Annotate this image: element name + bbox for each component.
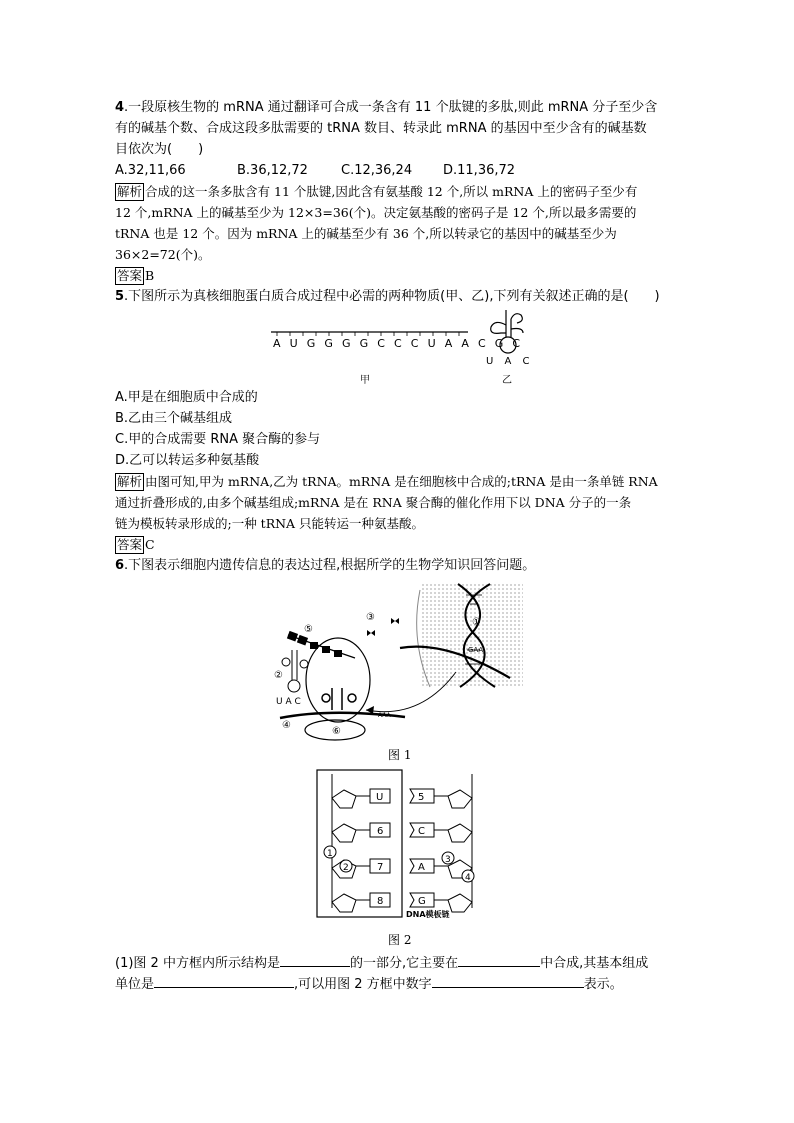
q5-figure	[265, 305, 535, 387]
answer-blank-3[interactable]	[154, 972, 294, 988]
q4-option-b[interactable]: B.36,12,72	[237, 163, 308, 178]
fig1-label-1: ①	[472, 617, 481, 628]
q4-answer-tag: 答案	[117, 268, 143, 283]
q6-sub1-line1	[115, 951, 648, 974]
q4-analysis-line1	[115, 182, 637, 202]
q4-stem-line3: 目依次为( )	[115, 142, 204, 157]
q4-analysis-text1: 合成的这一条多肽含有 11 个肽键,因此含有氨基酸 12 个,所以 mRNA 上的密码子至少有	[145, 184, 638, 199]
q4-answer: B	[145, 268, 155, 283]
fig2-right-base-4: G	[418, 896, 426, 907]
label-yi: 乙	[502, 375, 512, 386]
mrna-sequence: A U G G G G C C C U A A C G C	[273, 337, 523, 350]
fig2-box	[317, 770, 402, 917]
fig1-label-3: ③	[366, 612, 375, 623]
trna-in-ribosome	[322, 688, 356, 710]
q4-stem-text1: .一段原核生物的 mRNA 通过翻译可合成一条含有 11 个肽键的多肽,则此 mRNA 分子至少含	[124, 100, 658, 115]
q6-sub1-text1: (1)图 2 中方框内所示结构是	[115, 956, 280, 971]
fig2-num-2: 2	[343, 863, 349, 873]
q6-figure-1	[270, 580, 525, 742]
q5-number: 5	[115, 289, 125, 304]
q4-options	[115, 161, 515, 181]
q6-stem	[115, 556, 535, 576]
fig1-gaa: GAA	[468, 646, 484, 654]
q6-sub1-text4: 单位是	[115, 977, 155, 992]
q4-option-c[interactable]: C.12,36,24	[341, 163, 413, 178]
fig2-right-base-3: A	[418, 862, 425, 873]
q4-stem-line2: 有的碱基个数、合成这段多肽需要的 tRNA 数目、转录此 mRNA 的基因中至少含有的碱基数	[115, 121, 647, 136]
fig1-mrna-letters: AAA	[378, 712, 391, 719]
q4-analysis-line4: 36×2=72(个)。	[115, 247, 211, 262]
q6-sub1-text3: 中合成,其基本组成	[540, 956, 649, 971]
answer-blank-2[interactable]	[458, 951, 540, 967]
q5-stem	[115, 287, 660, 307]
fig2-template-label: DNA模板链	[406, 910, 450, 919]
fig1-uac: U A C	[276, 697, 301, 707]
q5-analysis-tag: 解析	[117, 474, 143, 489]
q5-stem-text: .下图所示为真核细胞蛋白质合成过程中必需的两种物质(甲、乙),下列有关叙述正确的是( )	[124, 289, 660, 304]
fig1-caption: 图 1	[388, 748, 412, 762]
q6-sub1-text2: 的一部分,它主要在	[349, 956, 459, 971]
fig1-label-6: ⑥	[332, 726, 341, 737]
mrna-ticks	[277, 332, 459, 336]
q6-sub1-text6: 表示。	[583, 977, 623, 992]
q5-answer-tag: 答案	[117, 537, 143, 552]
q5-analysis-line3: 链为模板转录形成的;一种 tRNA 只能转运一种氨基酸。	[115, 516, 425, 531]
fig2-right-base-1: 5	[418, 792, 425, 803]
fig2-left-base-1: U	[376, 792, 384, 803]
fig2-left-base-2: 6	[377, 826, 384, 837]
fig2-right-base-2: C	[418, 826, 425, 837]
q4-option-a[interactable]: A.32,11,66	[115, 163, 186, 178]
q5-analysis-line1	[115, 472, 658, 492]
q5-answer: C	[145, 537, 155, 552]
q6-number: 6	[115, 558, 125, 573]
q5-option-b[interactable]: B.乙由三个碱基组成	[115, 411, 233, 426]
q5-analysis-line2: 通过折叠形成的,由多个碱基组成;mRNA 是在 RNA 聚合酶的催化作用下以 DNA 分子的一条	[115, 495, 632, 510]
fig1-label-2: ②	[274, 670, 283, 681]
fig1-label-5: ⑤	[304, 624, 313, 635]
answer-blank-1[interactable]	[280, 951, 350, 967]
fig1-label-4: ④	[282, 720, 291, 731]
q5-option-a[interactable]: A.甲是在细胞质中合成的	[115, 390, 258, 405]
q6-stem-text: .下图表示细胞内遗传信息的表达过程,根据所学的生物学知识回答问题。	[124, 558, 536, 573]
fig2-caption: 图 2	[388, 933, 412, 947]
answer-blank-4[interactable]	[432, 972, 584, 988]
q5-answer-line	[115, 535, 155, 555]
q6-sub1-line2	[115, 972, 623, 995]
fig2-num-3: 3	[445, 855, 451, 865]
q5-option-d[interactable]: D.乙可以转运多种氨基酸	[115, 453, 260, 468]
free-trna	[282, 650, 308, 692]
q5-option-c[interactable]: C.甲的合成需要 RNA 聚合酶的参与	[115, 432, 321, 447]
fig2-left-base-4: 8	[377, 896, 384, 907]
q4-number: 4	[115, 100, 125, 115]
fig2-num-4: 4	[465, 873, 471, 883]
q5-analysis-text1: 由图可知,甲为 mRNA,乙为 tRNA。mRNA 是在细胞核中合成的;tRNA 是由一条单链 RNA	[145, 474, 658, 489]
label-jia: 甲	[360, 375, 370, 386]
q4-stem-line1	[115, 98, 657, 118]
fig2-left-base-3: 7	[377, 862, 384, 873]
q4-option-d[interactable]: D.11,36,72	[443, 163, 516, 178]
q4-answer-line	[115, 266, 154, 286]
q4-analysis-line3: tRNA 也是 12 个。因为 mRNA 上的碱基至少有 36 个,所以转录它的基因中的碱基至少为	[115, 226, 617, 241]
q6-figure-2	[310, 768, 490, 920]
q6-sub1-text5: ,可以用图 2 方框中数字	[294, 977, 432, 992]
q4-analysis-tag: 解析	[117, 184, 143, 199]
q4-analysis-line2: 12 个,mRNA 上的碱基至少为 12×3=36(个)。决定氨基酸的密码子是 12 个,所以最多需要的	[115, 205, 637, 220]
fig2-num-1: 1	[327, 849, 333, 859]
trna-anticodon: U A C	[486, 356, 534, 367]
